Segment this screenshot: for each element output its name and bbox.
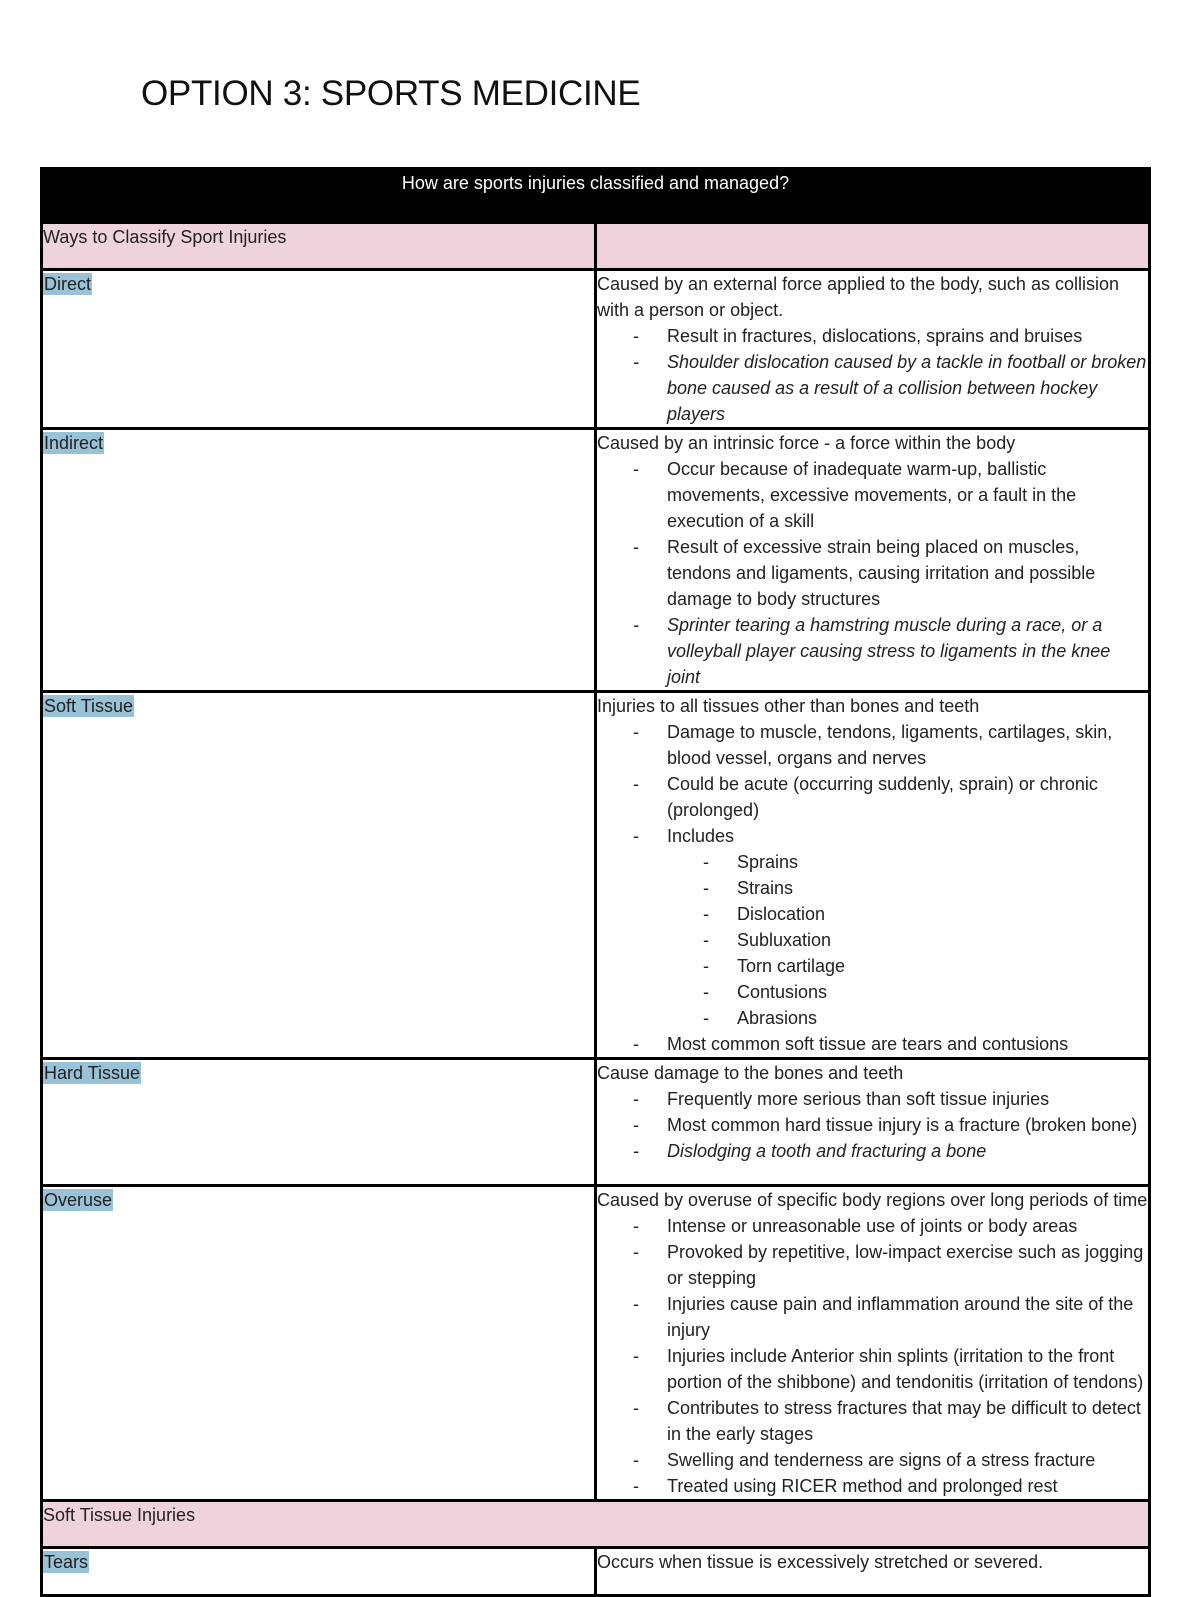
includes-label: Includes <box>667 826 735 846</box>
section-title-soft-tissue-injuries: Soft Tissue Injuries <box>42 1501 1150 1548</box>
row-direct <box>42 270 1150 429</box>
injury-table <box>40 167 1151 1597</box>
term-cell <box>42 1059 596 1186</box>
section-row-classify <box>42 223 1150 270</box>
list-item: - Occur because of inadequate warm-up, ballistic movements, excessive movements, or a fault in the execution of a skill <box>667 456 1148 534</box>
list-item: - Result of excessive strain being placed on muscles, tendons and ligaments, causing irritation and possible damage to body structures <box>667 534 1148 612</box>
bullet-list <box>597 719 1148 1057</box>
list-item: - Most common hard tissue injury is a fracture (broken bone) <box>667 1112 1148 1138</box>
list-item: - Provoked by repetitive, low-impact exercise such as jogging or stepping <box>667 1239 1148 1291</box>
term-indirect: Indirect <box>44 433 104 453</box>
bullet-list <box>597 1086 1148 1164</box>
list-item: - Could be acute (occurring suddenly, sprain) or chronic (prolonged) <box>667 771 1148 823</box>
term-tears: Tears <box>44 1552 89 1572</box>
list-item-example: - Sprinter tearing a hamstring muscle during a race, or a volleyball player causing stress to ligaments in the knee joint <box>667 612 1148 690</box>
row-soft-tissue <box>42 692 1150 1059</box>
row-hard-tissue <box>42 1059 1150 1186</box>
lead-text: Occurs when tissue is excessively stretched or severed. <box>597 1552 1044 1572</box>
description-cell <box>596 270 1150 429</box>
table-header-row <box>42 169 1150 223</box>
term-cell <box>42 270 596 429</box>
list-item: - Intense or unreasonable use of joints or body areas <box>667 1213 1148 1239</box>
description-cell <box>596 692 1150 1059</box>
sub-list-item: - Sprains <box>737 849 1148 875</box>
term-direct: Direct <box>44 274 92 294</box>
description-cell <box>596 429 1150 692</box>
sub-list-item: - Contusions <box>737 979 1148 1005</box>
term-soft-tissue: Soft Tissue <box>44 696 134 716</box>
list-item-example: - Shoulder dislocation caused by a tackle in football or broken bone caused as a result of a collision between hockey players <box>667 349 1148 427</box>
sub-list-item: - Abrasions <box>737 1005 1148 1031</box>
section-title-classify: Ways to Classify Sport Injuries <box>42 223 596 270</box>
sub-list-item: - Dislocation <box>737 901 1148 927</box>
description-cell <box>596 1548 1150 1596</box>
section-row-soft-tissue-injuries <box>42 1501 1150 1548</box>
list-item-example: - Dislodging a tooth and fracturing a bone <box>667 1138 1148 1164</box>
list-item: - Injuries cause pain and inflammation around the site of the injury <box>667 1291 1148 1343</box>
sub-list-item: - Torn cartilage <box>737 953 1148 979</box>
bullet-list <box>597 323 1148 427</box>
term-cell <box>42 1548 596 1596</box>
sub-list-item: - Subluxation <box>737 927 1148 953</box>
bullet-list <box>597 456 1148 690</box>
list-item: - Damage to muscle, tendons, ligaments, cartilages, skin, blood vessel, organs and nerves <box>667 719 1148 771</box>
list-item: - Contributes to stress fractures that may be difficult to detect in the early stages <box>667 1395 1148 1447</box>
sub-list-item: - Strains <box>737 875 1148 901</box>
bullet-list <box>597 1213 1148 1499</box>
term-hard-tissue: Hard Tissue <box>44 1063 141 1083</box>
term-cell <box>42 692 596 1059</box>
list-item: - Frequently more serious than soft tissue injuries <box>667 1086 1148 1112</box>
sub-bullet-list <box>667 849 1148 1031</box>
list-item: - Result in fractures, dislocations, sprains and bruises <box>667 323 1148 349</box>
term-overuse: Overuse <box>44 1190 113 1210</box>
page-title: OPTION 3: SPORTS MEDICINE <box>141 74 641 113</box>
table-header: How are sports injuries classified and managed? <box>42 169 1150 223</box>
term-cell <box>42 429 596 692</box>
row-tears <box>42 1548 1150 1596</box>
lead-text: Caused by an external force applied to the body, such as collision with a person or object. <box>597 274 1119 320</box>
lead-text: Caused by an intrinsic force - a force within the body <box>597 433 1016 453</box>
lead-text: Caused by overuse of specific body regions over long periods of time <box>597 1190 1148 1210</box>
description-cell <box>596 1059 1150 1186</box>
list-item: - Treated using RICER method and prolonged rest <box>667 1473 1148 1499</box>
term-cell <box>42 1186 596 1501</box>
list-item: - Injuries include Anterior shin splints (irritation to the front portion of the shibbone) and tendonitis (irritation of tendons) <box>667 1343 1148 1395</box>
row-overuse <box>42 1186 1150 1501</box>
section-empty-cell <box>596 223 1150 270</box>
list-item-includes <box>667 823 1148 1031</box>
description-cell <box>596 1186 1150 1501</box>
list-item: - Swelling and tenderness are signs of a stress fracture <box>667 1447 1148 1473</box>
lead-text: Injuries to all tissues other than bones and teeth <box>597 696 980 716</box>
lead-text: Cause damage to the bones and teeth <box>597 1063 904 1083</box>
list-item: - Most common soft tissue are tears and contusions <box>667 1031 1148 1057</box>
row-indirect <box>42 429 1150 692</box>
